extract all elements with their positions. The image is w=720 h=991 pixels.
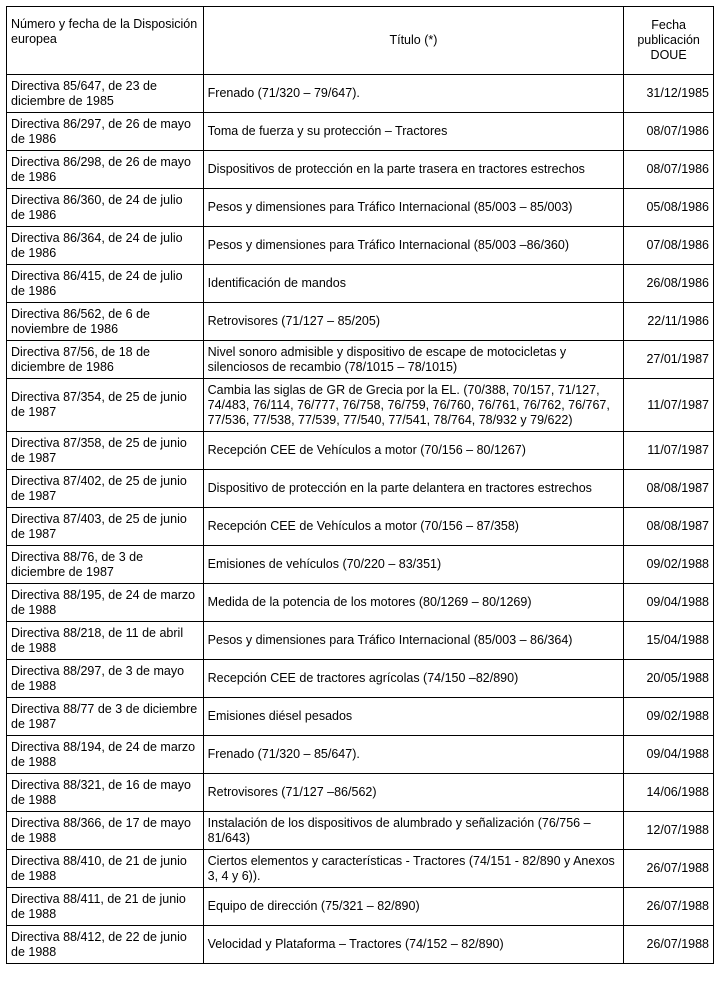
- cell-titulo: Recepción CEE de tractores agrícolas (74/150 –82/890): [203, 660, 624, 698]
- cell-disposicion: Directiva 87/403, de 25 de junio de 1987: [7, 508, 204, 546]
- header-fecha: Fecha publicación DOUE: [624, 7, 714, 75]
- cell-titulo: Recepción CEE de Vehículos a motor (70/156 – 87/358): [203, 508, 624, 546]
- cell-fecha: 07/08/1986: [624, 227, 714, 265]
- cell-titulo: Velocidad y Plataforma – Tractores (74/152 – 82/890): [203, 926, 624, 964]
- cell-fecha: 20/05/1988: [624, 660, 714, 698]
- cell-titulo: Emisiones de vehículos (70/220 – 83/351): [203, 546, 624, 584]
- cell-fecha: 26/07/1988: [624, 850, 714, 888]
- cell-disposicion: Directiva 87/358, de 25 de junio de 1987: [7, 432, 204, 470]
- cell-fecha: 22/11/1986: [624, 303, 714, 341]
- cell-disposicion: Directiva 86/297, de 26 de mayo de 1986: [7, 113, 204, 151]
- cell-disposicion: Directiva 85/647, de 23 de diciembre de 1985: [7, 75, 204, 113]
- cell-fecha: 11/07/1987: [624, 432, 714, 470]
- cell-disposicion: Directiva 87/402, de 25 de junio de 1987: [7, 470, 204, 508]
- table-row: [7, 660, 714, 698]
- cell-titulo: Retrovisores (71/127 –86/562): [203, 774, 624, 812]
- cell-disposicion: Directiva 88/297, de 3 de mayo de 1988: [7, 660, 204, 698]
- cell-titulo: Retrovisores (71/127 – 85/205): [203, 303, 624, 341]
- table-row: [7, 189, 714, 227]
- table-row: [7, 926, 714, 964]
- table-row: [7, 265, 714, 303]
- cell-titulo: Pesos y dimensiones para Tráfico Internacional (85/003 – 85/003): [203, 189, 624, 227]
- cell-titulo: Equipo de dirección (75/321 – 82/890): [203, 888, 624, 926]
- cell-disposicion: Directiva 88/410, de 21 de junio de 1988: [7, 850, 204, 888]
- cell-disposicion: Directiva 87/354, de 25 de junio de 1987: [7, 379, 204, 432]
- cell-fecha: 12/07/1988: [624, 812, 714, 850]
- directives-table: [6, 6, 714, 964]
- table-row: [7, 736, 714, 774]
- cell-fecha: 08/08/1987: [624, 470, 714, 508]
- cell-disposicion: Directiva 88/76, de 3 de diciembre de 1987: [7, 546, 204, 584]
- cell-titulo: Toma de fuerza y su protección – Tractores: [203, 113, 624, 151]
- cell-titulo: Frenado (71/320 – 85/647).: [203, 736, 624, 774]
- table-row: [7, 113, 714, 151]
- cell-disposicion: Directiva 86/298, de 26 de mayo de 1986: [7, 151, 204, 189]
- cell-disposicion: Directiva 86/360, de 24 de julio de 1986: [7, 189, 204, 227]
- cell-disposicion: Directiva 86/364, de 24 de julio de 1986: [7, 227, 204, 265]
- cell-titulo: Instalación de los dispositivos de alumbrado y señalización (76/756 – 81/643): [203, 812, 624, 850]
- cell-titulo: Frenado (71/320 – 79/647).: [203, 75, 624, 113]
- cell-disposicion: Directiva 88/195, de 24 de marzo de 1988: [7, 584, 204, 622]
- cell-titulo: Emisiones diésel pesados: [203, 698, 624, 736]
- table-row: [7, 698, 714, 736]
- cell-fecha: 09/02/1988: [624, 698, 714, 736]
- cell-disposicion: Directiva 86/562, de 6 de noviembre de 1986: [7, 303, 204, 341]
- cell-disposicion: Directiva 88/366, de 17 de mayo de 1988: [7, 812, 204, 850]
- cell-disposicion: Directiva 86/415, de 24 de julio de 1986: [7, 265, 204, 303]
- cell-fecha: 05/08/1986: [624, 189, 714, 227]
- table-row: [7, 888, 714, 926]
- table-row: [7, 850, 714, 888]
- cell-fecha: 14/06/1988: [624, 774, 714, 812]
- cell-fecha: 31/12/1985: [624, 75, 714, 113]
- cell-titulo: Pesos y dimensiones para Tráfico Internacional (85/003 – 86/364): [203, 622, 624, 660]
- cell-disposicion: Directiva 88/411, de 21 de junio de 1988: [7, 888, 204, 926]
- cell-titulo: Recepción CEE de Vehículos a motor (70/156 – 80/1267): [203, 432, 624, 470]
- table-row: [7, 432, 714, 470]
- table-row: [7, 379, 714, 432]
- table-row: [7, 812, 714, 850]
- cell-disposicion: Directiva 88/218, de 11 de abril de 1988: [7, 622, 204, 660]
- cell-titulo: Identificación de mandos: [203, 265, 624, 303]
- table-row: [7, 774, 714, 812]
- cell-titulo: Dispositivos de protección en la parte trasera en tractores estrechos: [203, 151, 624, 189]
- cell-titulo: Nivel sonoro admisible y dispositivo de escape de motocicletas y silenciosos de recambio (78/1015 – 78/1015): [203, 341, 624, 379]
- table-row: [7, 584, 714, 622]
- cell-titulo: Pesos y dimensiones para Tráfico Internacional (85/003 –86/360): [203, 227, 624, 265]
- table-row: [7, 227, 714, 265]
- cell-titulo: Medida de la potencia de los motores (80/1269 – 80/1269): [203, 584, 624, 622]
- table-row: [7, 622, 714, 660]
- cell-fecha: 11/07/1987: [624, 379, 714, 432]
- header-titulo: Título (*): [203, 7, 624, 75]
- table-row: [7, 470, 714, 508]
- table-row: [7, 151, 714, 189]
- cell-fecha: 08/08/1987: [624, 508, 714, 546]
- table-row: [7, 303, 714, 341]
- cell-fecha: 09/02/1988: [624, 546, 714, 584]
- cell-fecha: 27/01/1987: [624, 341, 714, 379]
- cell-disposicion: Directiva 88/77 de 3 de diciembre de 1987: [7, 698, 204, 736]
- cell-disposicion: Directiva 88/194, de 24 de marzo de 1988: [7, 736, 204, 774]
- cell-disposicion: Directiva 88/321, de 16 de mayo de 1988: [7, 774, 204, 812]
- cell-fecha: 26/07/1988: [624, 926, 714, 964]
- cell-disposicion: Directiva 87/56, de 18 de diciembre de 1986: [7, 341, 204, 379]
- cell-fecha: 08/07/1986: [624, 151, 714, 189]
- cell-titulo: Dispositivo de protección en la parte delantera en tractores estrechos: [203, 470, 624, 508]
- cell-disposicion: Directiva 88/412, de 22 de junio de 1988: [7, 926, 204, 964]
- cell-fecha: 26/07/1988: [624, 888, 714, 926]
- cell-titulo: Cambia las siglas de GR de Grecia por la EL. (70/388, 70/157, 71/127, 74/483, 76/114, 76/777, 76/758, 76/759, 76/760, 76/761, 76/762, 76/767, 77/536, 77/538, 77/539, 77/540, 77/541, 78/764, 78/932 y 79/622): [203, 379, 624, 432]
- cell-fecha: 09/04/1988: [624, 736, 714, 774]
- table-header-row: [7, 7, 714, 75]
- cell-titulo: Ciertos elementos y características - Tractores (74/151 - 82/890 y Anexos 3, 4 y 6)).: [203, 850, 624, 888]
- table-row: [7, 75, 714, 113]
- table-row: [7, 341, 714, 379]
- table-row: [7, 546, 714, 584]
- table-body: [7, 75, 714, 964]
- cell-fecha: 26/08/1986: [624, 265, 714, 303]
- cell-fecha: 15/04/1988: [624, 622, 714, 660]
- cell-fecha: 08/07/1986: [624, 113, 714, 151]
- cell-fecha: 09/04/1988: [624, 584, 714, 622]
- table-row: [7, 508, 714, 546]
- header-numero: Número y fecha de la Disposición europea: [7, 7, 204, 75]
